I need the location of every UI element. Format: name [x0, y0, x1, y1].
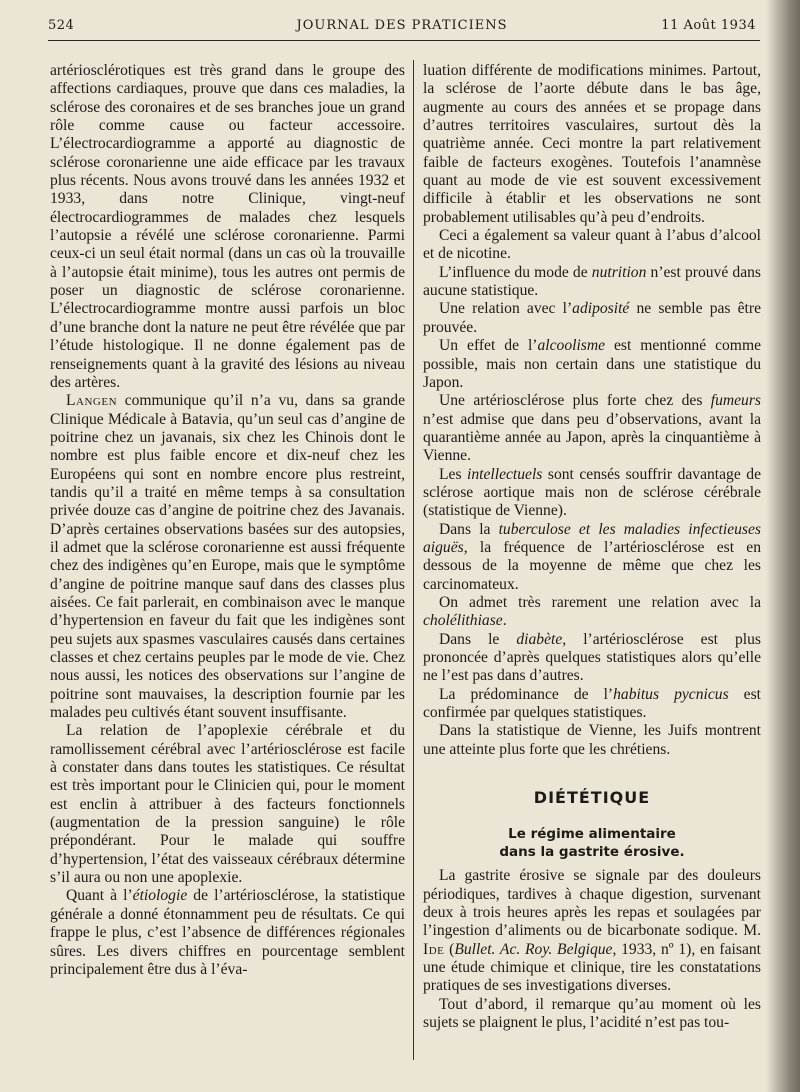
- left-column: [50, 62, 405, 979]
- paragraph: Quant à l’étiologie de l’artériosclérose, la statistique générale a donné étonnamment peu de résultats. Ce qui frappe le plus, c’est l’absence de différences régionales sûres. Les divers chiffres en pourcentage semblent principalement être dus à l’éva-: [50, 887, 406, 978]
- paragraph: La relation de l’apoplexie cérébrale et du ramollissement cérébral avec l’artériosclérose est facile à constater dans dans toutes les statistiques. Ce résultat est très important pour le Clinicien qui, pour le moment est enclin à attribuer à des facteurs fonctionnels (augmentation de la pression sanguine) le rôle prépondérant. Pour le malade qui souffre d’hypertension, l’état des vaisseaux cérébraux détermine s’il aura ou non une apoplexie.: [50, 722, 405, 887]
- article-title-line: Le régime alimentaire: [508, 826, 676, 843]
- paragraph: luation différente de modifications minimes. Partout, la sclérose de l’aorte débute dans le bas âge, augmente au cours des années et se propage dans d’autres territoires vasculaires, surtout dès la quatrième année. Ceci montre la part relativement faible de facteurs exogènes. Toutefois l’anamnèse quant au mode de vie est souvent excessivement difficile à établir et les observations ne sont probablement utilisables qu’à peu d’endroits.: [423, 62, 761, 226]
- article-title-line: dans la gastrite érosive.: [499, 844, 685, 861]
- right-column: [423, 62, 761, 1033]
- paragraph: On admet très rarement une relation avec la cholélithiase.: [423, 593, 761, 630]
- paragraph: Dans la tuberculose et les maladies infectieuses aiguës, la fréquence de l’artériosclérose est en dessous de la moyenne de même que chez les carcinomateux.: [423, 520, 761, 593]
- paragraph: Langen communique qu’il n’a vu, dans sa grande Clinique Médicale à Batavia, qu’un seul cas d’angine de poitrine chez un javanais, six chez les Chinois dont le nombre est plus faible encore et dix-neuf chez les Européens qui sont en nombre encore plus restreint, tandis qu’il a traité en même temps à sa consultation privée douze cas d’angine de poitrine chez des Javanais. D’après certaines observations basées sur des autopsies, il admet que la sclérose coronarienne est aussi fréquente chez des indigènes qu’en Europe, mais que le symptôme d’angine de poitrine manque sauf dans des classes plus aisées. Ce fait parlerait, en combinaison avec le manque d’hypertension en faveur du fait que les indigènes sont peu sujets aux spasmes vasculaires causés dans certaines classes et chez certains peuples par le mode de vie. Chez nous aussi, les notices des observations sur l’angine de poitrine sont mauvaises, la description fournie par les malades peu cultivés étant souvent insuffisante.: [50, 392, 405, 722]
- paragraph: artériosclérotiques est très grand dans le groupe des affections cardiaques, prouve que dans ces maladies, la sclérose des coronaires et de ses branches joue un grand rôle comme cause ou facteur accessoire. L’électrocardiogramme a apporté au diagnostic de sclérose coronarienne une aide efficace par les travaux plus récents. Nous avons trouvé dans les années 1932 et 1933, dans notre Clinique, vingt-neuf électrocardiogrammes de malades chez lesquels l’autopsie a révélé une sclérose coronarienne. Parmi ceux-ci un seul était normal (dans un cas où la trouvaille à l’autopsie était minime), tous les autres ont permis de poser un diagnostic de sclérose coronarienne. L’électrocardiogramme montre aussi parfois un bloc d’une branche dont la nature ne peut être révélée que par l’étude histologique. Il ne donne également pas de renseignements quant à la gravité des lésions au niveau des artères.: [50, 62, 405, 391]
- paragraph: La prédominance de l’habitus pycnicus est confirmée par quelques statistiques.: [423, 685, 761, 722]
- paragraph: Une relation avec l’adiposité ne semble pas être prouvée.: [423, 300, 761, 336]
- paragraph: Un effet de l’alcoolisme est mentionné comme possible, mais non certain dans une statistique du Japon.: [423, 337, 761, 391]
- paragraph: Ceci a également sa valeur quant à l’abus d’alcool et de nicotine.: [423, 227, 761, 263]
- page-number: 524: [48, 18, 75, 33]
- paragraph: La gastrite érosive se signale par des douleurs périodiques, tardives à chaque digestion, survenant deux à trois heures après les repas et soulagées par l’ingestion d’aliments ou de bicarbonate sodique. M. Ide (Bullet. Ac. Roy. Belgique, 1933, nº 1), en faisant une étude chimique et clinique, tire les constatations pratiques de ses investigations diverses.: [423, 867, 762, 995]
- paragraph: L’influence du mode de nutrition n’est prouvé dans aucune statistique.: [423, 263, 761, 300]
- binding-shadow: [766, 0, 800, 1092]
- issue-date: 11 Août 1934: [661, 18, 756, 33]
- author-name: Langen: [66, 392, 118, 410]
- paragraph: Dans la statistique de Vienne, les Juifs montrent une atteinte plus forte que les chrétiens.: [423, 722, 761, 758]
- paragraph: Les intellectuels sont censés souffrir davantage de sclérose aortique mais non de sclérose cérébrale (statistique de Vienne).: [423, 465, 762, 520]
- journal-title: JOURNAL DES PRATICIENS: [296, 18, 508, 33]
- paragraph: Tout d’abord, il remarque qu’au moment où les sujets se plaignent le plus, l’acidité n’est pas tou-: [423, 995, 761, 1032]
- paragraph: Une artériosclérose plus forte chez des fumeurs n’est admise que dans peu d’observations, avant la quarantième année au Japon, après la cinquantième à Vienne.: [423, 392, 761, 465]
- section-title: DIÉTÉTIQUE: [533, 788, 651, 808]
- page-header: [48, 18, 756, 40]
- header-rule: [48, 40, 760, 41]
- column-divider: [413, 60, 414, 1060]
- paragraph: Dans le diabète, l’artériosclérose est plus prononcée d’après quelques statistiques alors qu’elle ne l’est pas dans d’autres.: [423, 630, 761, 685]
- article-title: [423, 825, 761, 861]
- author-name: Ide: [423, 940, 445, 958]
